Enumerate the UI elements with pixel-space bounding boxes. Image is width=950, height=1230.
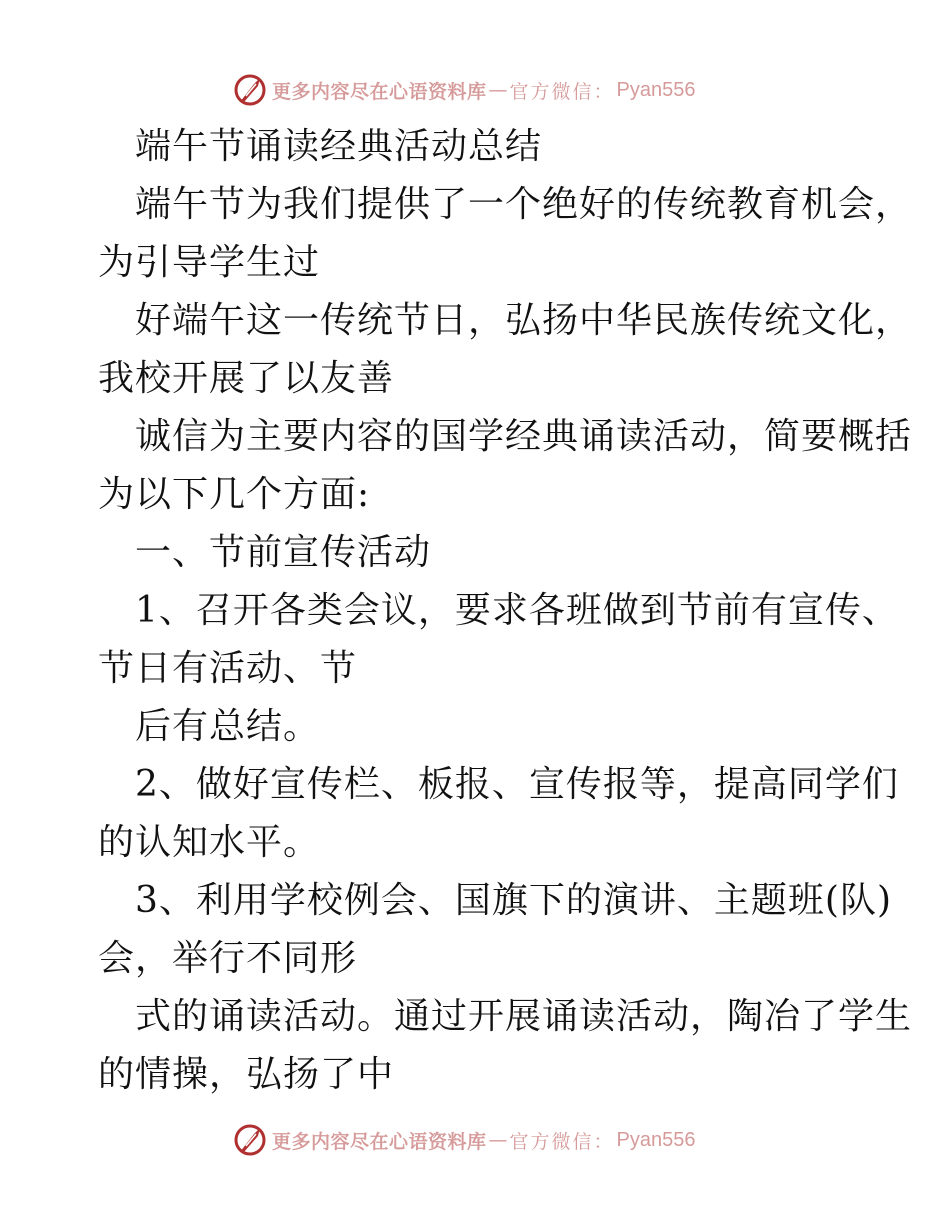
paragraph-line: 式的诵读活动。通过开展诵读活动，陶冶了学生 <box>135 996 913 1037</box>
paragraph-line: 的情操，弘扬了中 <box>98 1054 395 1095</box>
document-body <box>98 118 913 1104</box>
paragraph-line: 端午节为我们提供了一个绝好的传统教育机会， <box>135 184 913 225</box>
watermark-separator: — <box>488 79 508 101</box>
paragraph-line: 好端午这一传统节日，弘扬中华民族传统文化， <box>135 300 913 341</box>
document-title: 端午节诵读经典活动总结 <box>135 126 543 167</box>
list-item-line: 后有总结。 <box>135 706 321 747</box>
header-watermark <box>232 70 696 110</box>
quill-logo-icon <box>232 1122 268 1158</box>
list-item-line: 的认知水平。 <box>98 822 321 863</box>
paragraph-line: 为以下几个方面: <box>98 474 371 515</box>
list-item-line: 节日有活动、节 <box>98 648 358 689</box>
watermark-wechat-label: 官方微信： <box>509 1130 615 1153</box>
list-item-line: 2、做好宣传栏、板报、宣传报等，提高同学们 <box>135 764 899 805</box>
watermark-text: 更多内容尽在心语资料库 <box>272 1130 487 1153</box>
list-item-line: 3、利用学校例会、国旗下的演讲、主题班(队) <box>135 880 892 921</box>
paragraph-line: 为引导学生过 <box>98 242 321 283</box>
watermark-wechat-id: Pyan556 <box>616 1128 696 1151</box>
watermark-separator: — <box>488 1129 508 1151</box>
watermark-wechat-id: Pyan556 <box>616 78 696 101</box>
paragraph-line: 我校开展了以友善 <box>98 358 395 399</box>
watermark-wechat-label: 官方微信： <box>509 80 615 103</box>
list-item-line: 会，举行不同形 <box>98 938 358 979</box>
watermark-text: 更多内容尽在心语资料库 <box>272 80 487 103</box>
section-heading: 一、节前宣传活动 <box>135 532 432 573</box>
list-item-line: 1、召开各类会议，要求各班做到节前有宣传、 <box>135 590 899 631</box>
footer-watermark <box>232 1120 696 1160</box>
paragraph-line: 诚信为主要内容的国学经典诵读活动，简要概括 <box>135 416 913 457</box>
quill-logo-icon <box>232 72 268 108</box>
